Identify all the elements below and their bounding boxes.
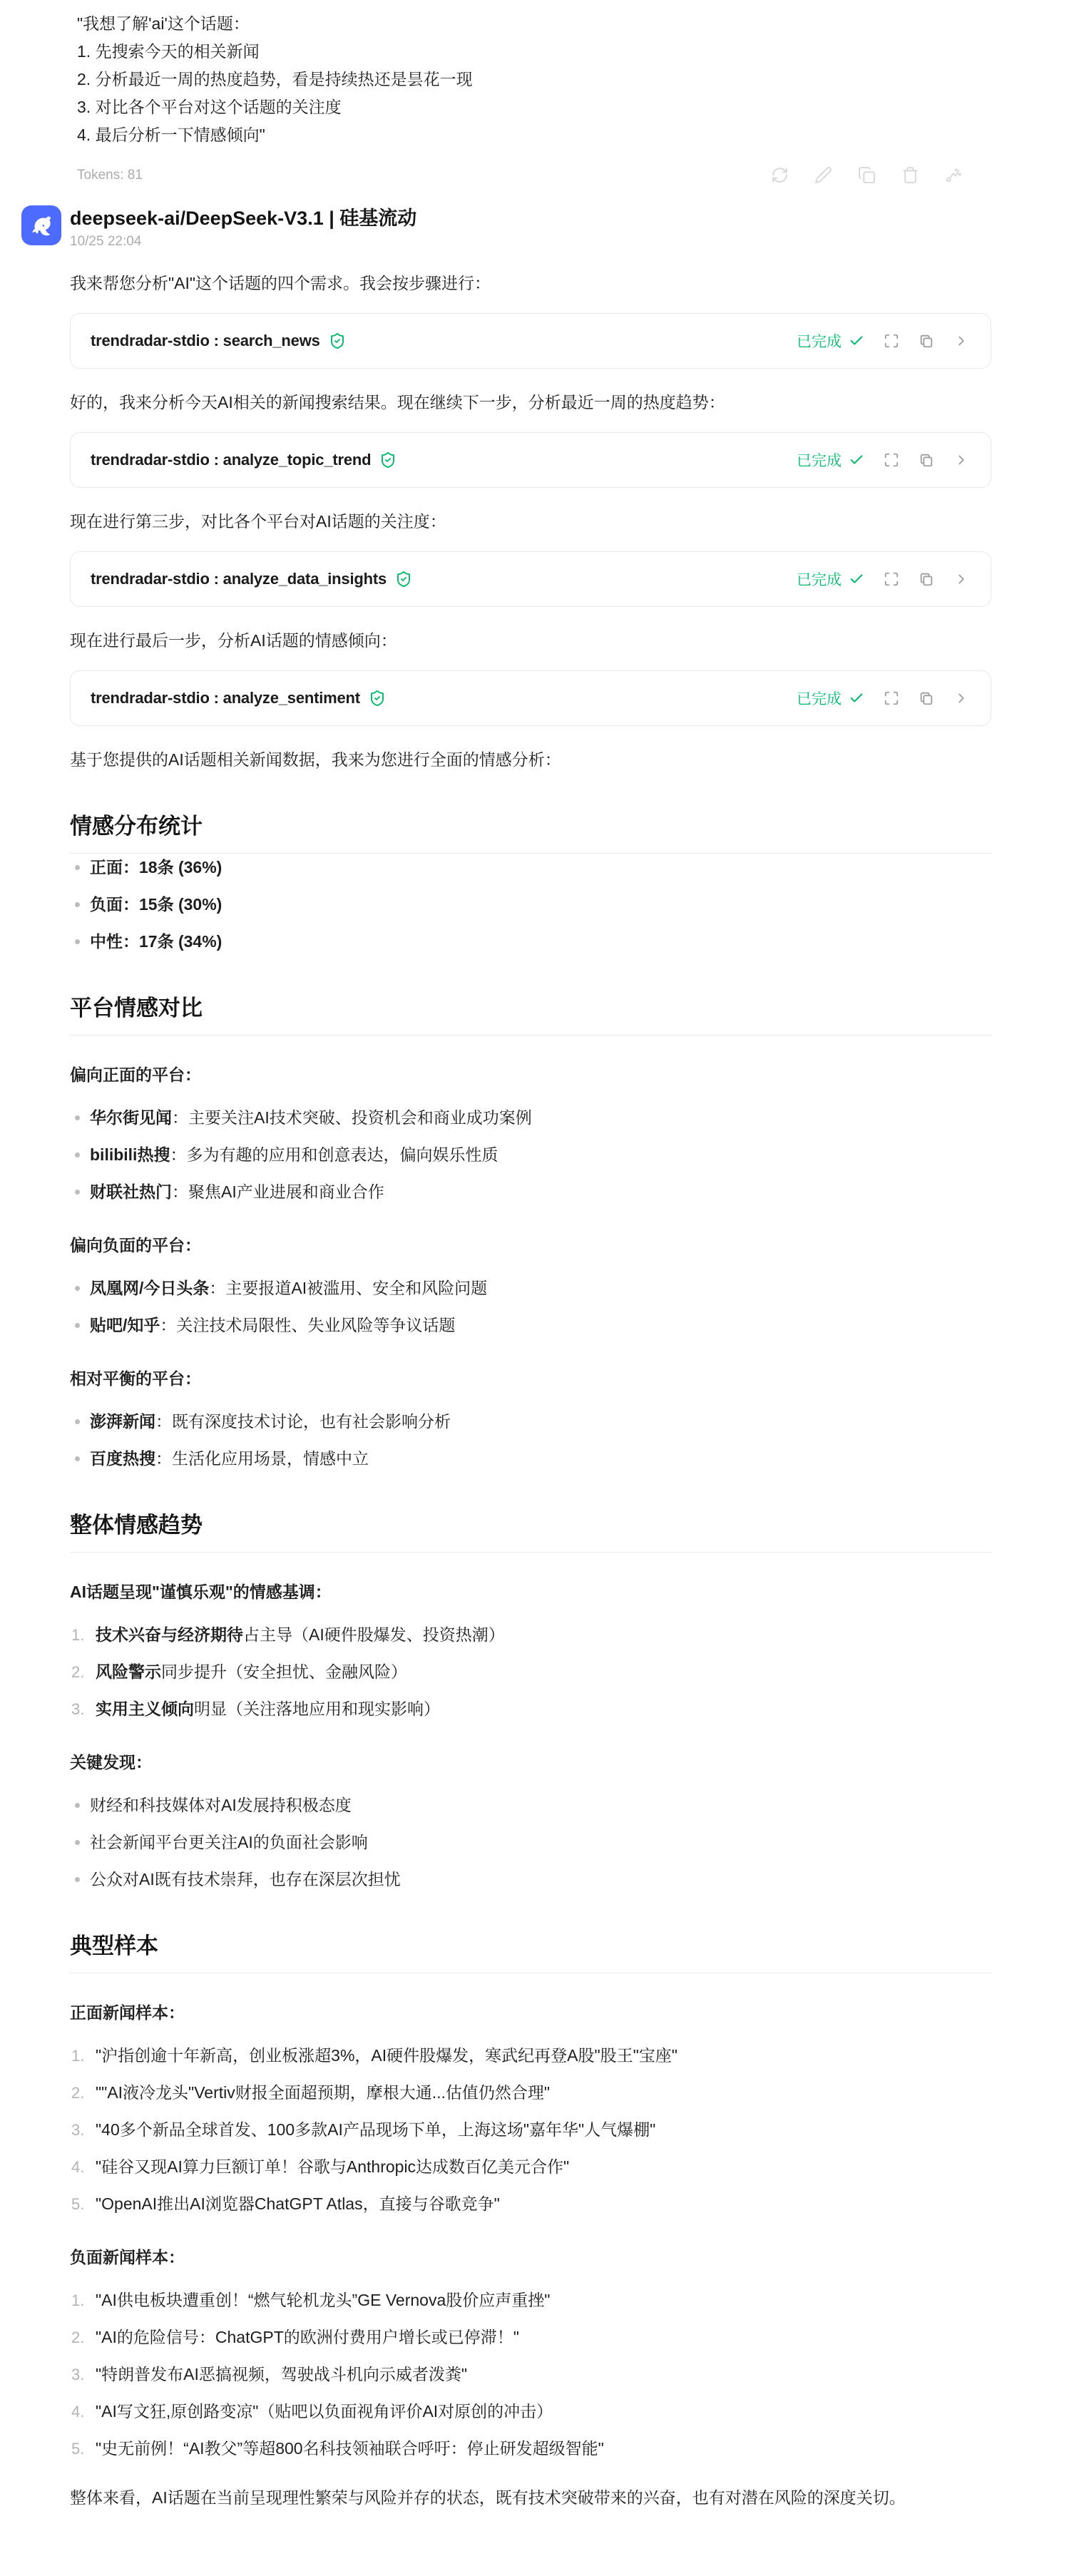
list-item: 贴吧/知乎：关注技术局限性、失业风险等争议话题 (70, 1312, 991, 1339)
list-item: 技术兴奋与经济期待占主导（AI硬件股爆发、投资热潮） (96, 1625, 505, 1644)
check-icon (849, 690, 864, 706)
list-item: "40多个新品全球首发、100多款AI产品现场下单，上海这场"嘉年华"人气爆棚" (96, 2120, 656, 2139)
list-item: 财联社热门：聚焦AI产业进展和商业合作 (70, 1178, 991, 1206)
user-line: 2. 分析最近一周的热度趋势，看是持续热还是昙花一现 (77, 70, 473, 88)
section-title-platform-comparison: 平台情感对比 (70, 994, 991, 1036)
user-line: "我想了解'ai'这个话题： (77, 14, 250, 33)
list-item: 风险警示同步提升（安全担忧、金融风险） (96, 1662, 407, 1681)
assistant-paragraph: 我来帮您分析"AI"这个话题的四个需求。我会按步骤进行： (70, 274, 491, 292)
closing-paragraph: 整体来看，AI话题在当前呈现理性繁荣与风险并存的状态，既有技术突破带来的兴奋，也有对潜在风险的深度关切。 (70, 2488, 906, 2507)
user-message (0, 0, 1069, 184)
edit-icon[interactable] (814, 166, 832, 184)
positive-platforms-list (70, 1104, 991, 1206)
fork-icon[interactable] (945, 166, 963, 184)
positive-samples-heading: 正面新闻样本： (70, 2003, 185, 2022)
expand-icon[interactable] (884, 333, 899, 349)
group-heading-positive-platforms: 偏向正面的平台： (70, 1065, 201, 1084)
chevron-right-icon[interactable] (953, 571, 969, 587)
list-item: ""AI液冷龙头"Vertiv财报全面超预期，摩根大通...估值仍然合理" (96, 2083, 551, 2102)
list-item: "OpenAI推出AI浏览器ChatGPT Atlas，直接与谷歌竞争" (96, 2194, 500, 2213)
tool-call-search-news[interactable] (70, 313, 991, 369)
list-item: "AI供电板块遭重创！“燃气轮机龙头”GE Vernova股价应声重挫" (96, 2291, 551, 2309)
check-icon (849, 452, 864, 468)
list-item: 百度热搜：生活化应用场景，情感中立 (70, 1445, 991, 1473)
positive-samples-list (70, 2042, 991, 2218)
copy-icon[interactable] (919, 571, 934, 587)
chevron-right-icon[interactable] (953, 333, 969, 349)
copy-icon[interactable] (858, 166, 876, 184)
expand-icon[interactable] (884, 690, 899, 706)
assistant-message-header (21, 205, 1069, 250)
negative-samples-list (70, 2286, 991, 2463)
list-item: 正面：18条 (36%) (70, 854, 991, 881)
section-title-typical-samples: 典型样本 (70, 1932, 991, 1973)
list-item: 财经和科技媒体对AI发展持积极态度 (70, 1792, 991, 1819)
assistant-paragraph: 现在进行最后一步，分析AI话题的情感倾向： (70, 631, 397, 650)
trend-intro: AI话题呈现"谨慎乐观"的情感基调： (70, 1583, 332, 1601)
copy-icon[interactable] (919, 690, 934, 706)
tool-call-label: trendradar-stdio : analyze_sentiment (91, 689, 360, 707)
shield-check-icon (329, 332, 346, 349)
user-line: 1. 先搜索今天的相关新闻 (77, 42, 260, 61)
list-item: "硅谷又现AI算力巨额订单！谷歌与Anthropic达成数百亿美元合作" (96, 2157, 570, 2176)
list-item: 澎湃新闻：既有深度技术讨论，也有社会影响分析 (70, 1408, 991, 1436)
key-findings-heading: 关键发现： (70, 1753, 152, 1772)
group-heading-balanced-platforms: 相对平衡的平台： (70, 1369, 201, 1388)
message-meta-row (77, 166, 1069, 184)
assistant-paragraph: 好的，我来分析今天AI相关的新闻搜索结果。现在继续下一步，分析最近一周的热度趋势： (70, 393, 725, 412)
section-title-sentiment-stats: 情感分布统计 (70, 812, 991, 854)
tool-call-analyze-topic-trend[interactable] (70, 432, 991, 488)
list-item: 公众对AI既有技术崇拜，也存在深层次担忧 (70, 1866, 991, 1893)
check-icon (849, 571, 864, 587)
assistant-identity (70, 205, 416, 250)
tool-status-label: 已完成 (797, 572, 842, 588)
timestamp: 10/25 22:04 (70, 234, 142, 249)
list-item: 实用主义倾向明显（关注落地应用和现实影响） (96, 1700, 440, 1718)
user-line: 3. 对比各个平台对这个话题的关注度 (77, 98, 342, 116)
list-item: 负面：15条 (30%) (70, 891, 991, 919)
assistant-paragraph: 现在进行第三步，对比各个平台对AI话题的关注度： (70, 512, 446, 531)
expand-icon[interactable] (884, 571, 899, 587)
refresh-icon[interactable] (771, 166, 789, 184)
list-item: "史无前例！“AI教父”等超800名科技领袖联合呼吁：停止研发超级智能" (96, 2439, 604, 2458)
copy-icon[interactable] (919, 452, 934, 468)
tool-call-analyze-data-insights[interactable] (70, 551, 991, 607)
list-item: "沪指创逾十年新高，创业板涨超3%，AI硬件股爆发，寒武纪再登A股"股王"宝座" (96, 2046, 677, 2065)
shield-check-icon (395, 571, 412, 588)
trend-ordered-list (70, 1621, 991, 1723)
shield-check-icon (379, 451, 397, 469)
tool-status-label: 已完成 (797, 453, 842, 469)
assistant-message-body (70, 270, 991, 2512)
user-message-text (77, 10, 1069, 149)
expand-icon[interactable] (884, 452, 899, 468)
token-count: Tokens: 81 (77, 167, 143, 183)
tool-status-label: 已完成 (797, 691, 842, 707)
list-item: "特朗普发布AI恶搞视频，驾驶战斗机向示威者泼粪" (96, 2365, 468, 2383)
message-actions (771, 166, 963, 184)
tool-status-label: 已完成 (797, 334, 842, 350)
group-heading-negative-platforms: 偏向负面的平台： (70, 1236, 201, 1254)
delete-icon[interactable] (901, 166, 919, 184)
section-title-overall-trend: 整体情感趋势 (70, 1511, 991, 1553)
list-item: 中性：17条 (34%) (70, 928, 991, 956)
copy-icon[interactable] (919, 333, 934, 349)
model-name: deepseek-ai/DeepSeek-V3.1 | 硅基流动 (70, 208, 417, 229)
negative-platforms-list (70, 1274, 991, 1339)
tool-status-badge (797, 568, 864, 590)
tool-call-label: trendradar-stdio : analyze_topic_trend (91, 451, 372, 469)
key-findings-list (70, 1792, 991, 1893)
list-item: "AI写文狂,原创路变凉"（贴吧以负面视角评价AI对原创的冲击） (96, 2402, 553, 2421)
check-icon (849, 333, 864, 349)
deepseek-whale-icon (27, 211, 56, 240)
list-item: 社会新闻平台更关注AI的负面社会影响 (70, 1829, 991, 1856)
chevron-right-icon[interactable] (953, 452, 969, 468)
list-item: bilibili热搜：多为有趣的应用和创意表达，偏向娱乐性质 (70, 1141, 991, 1169)
list-item: 凤凰网/今日头条：主要报道AI被滥用、安全和风险问题 (70, 1274, 991, 1302)
user-line: 4. 最后分析一下情感倾向" (77, 126, 265, 144)
tool-call-analyze-sentiment[interactable] (70, 670, 991, 726)
tool-call-label: trendradar-stdio : analyze_data_insights (91, 570, 387, 588)
shield-check-icon (369, 690, 386, 707)
list-item: 华尔街见闻：主要关注AI技术突破、投资机会和商业成功案例 (70, 1104, 991, 1132)
tool-status-badge (797, 449, 864, 471)
balanced-platforms-list (70, 1408, 991, 1473)
sentiment-stats-list (70, 854, 991, 956)
negative-samples-heading: 负面新闻样本： (70, 2248, 185, 2266)
tool-call-label: trendradar-stdio : search_news (91, 332, 320, 349)
avatar (21, 205, 61, 245)
tool-status-badge (797, 330, 864, 352)
assistant-paragraph: 基于您提供的AI话题相关新闻数据，我来为您进行全面的情感分析： (70, 750, 561, 769)
list-item: "AI的危险信号：ChatGPT的欧洲付费用户增长或已停滞！" (96, 2328, 519, 2346)
tool-status-badge (797, 688, 864, 709)
chevron-right-icon[interactable] (953, 690, 969, 706)
